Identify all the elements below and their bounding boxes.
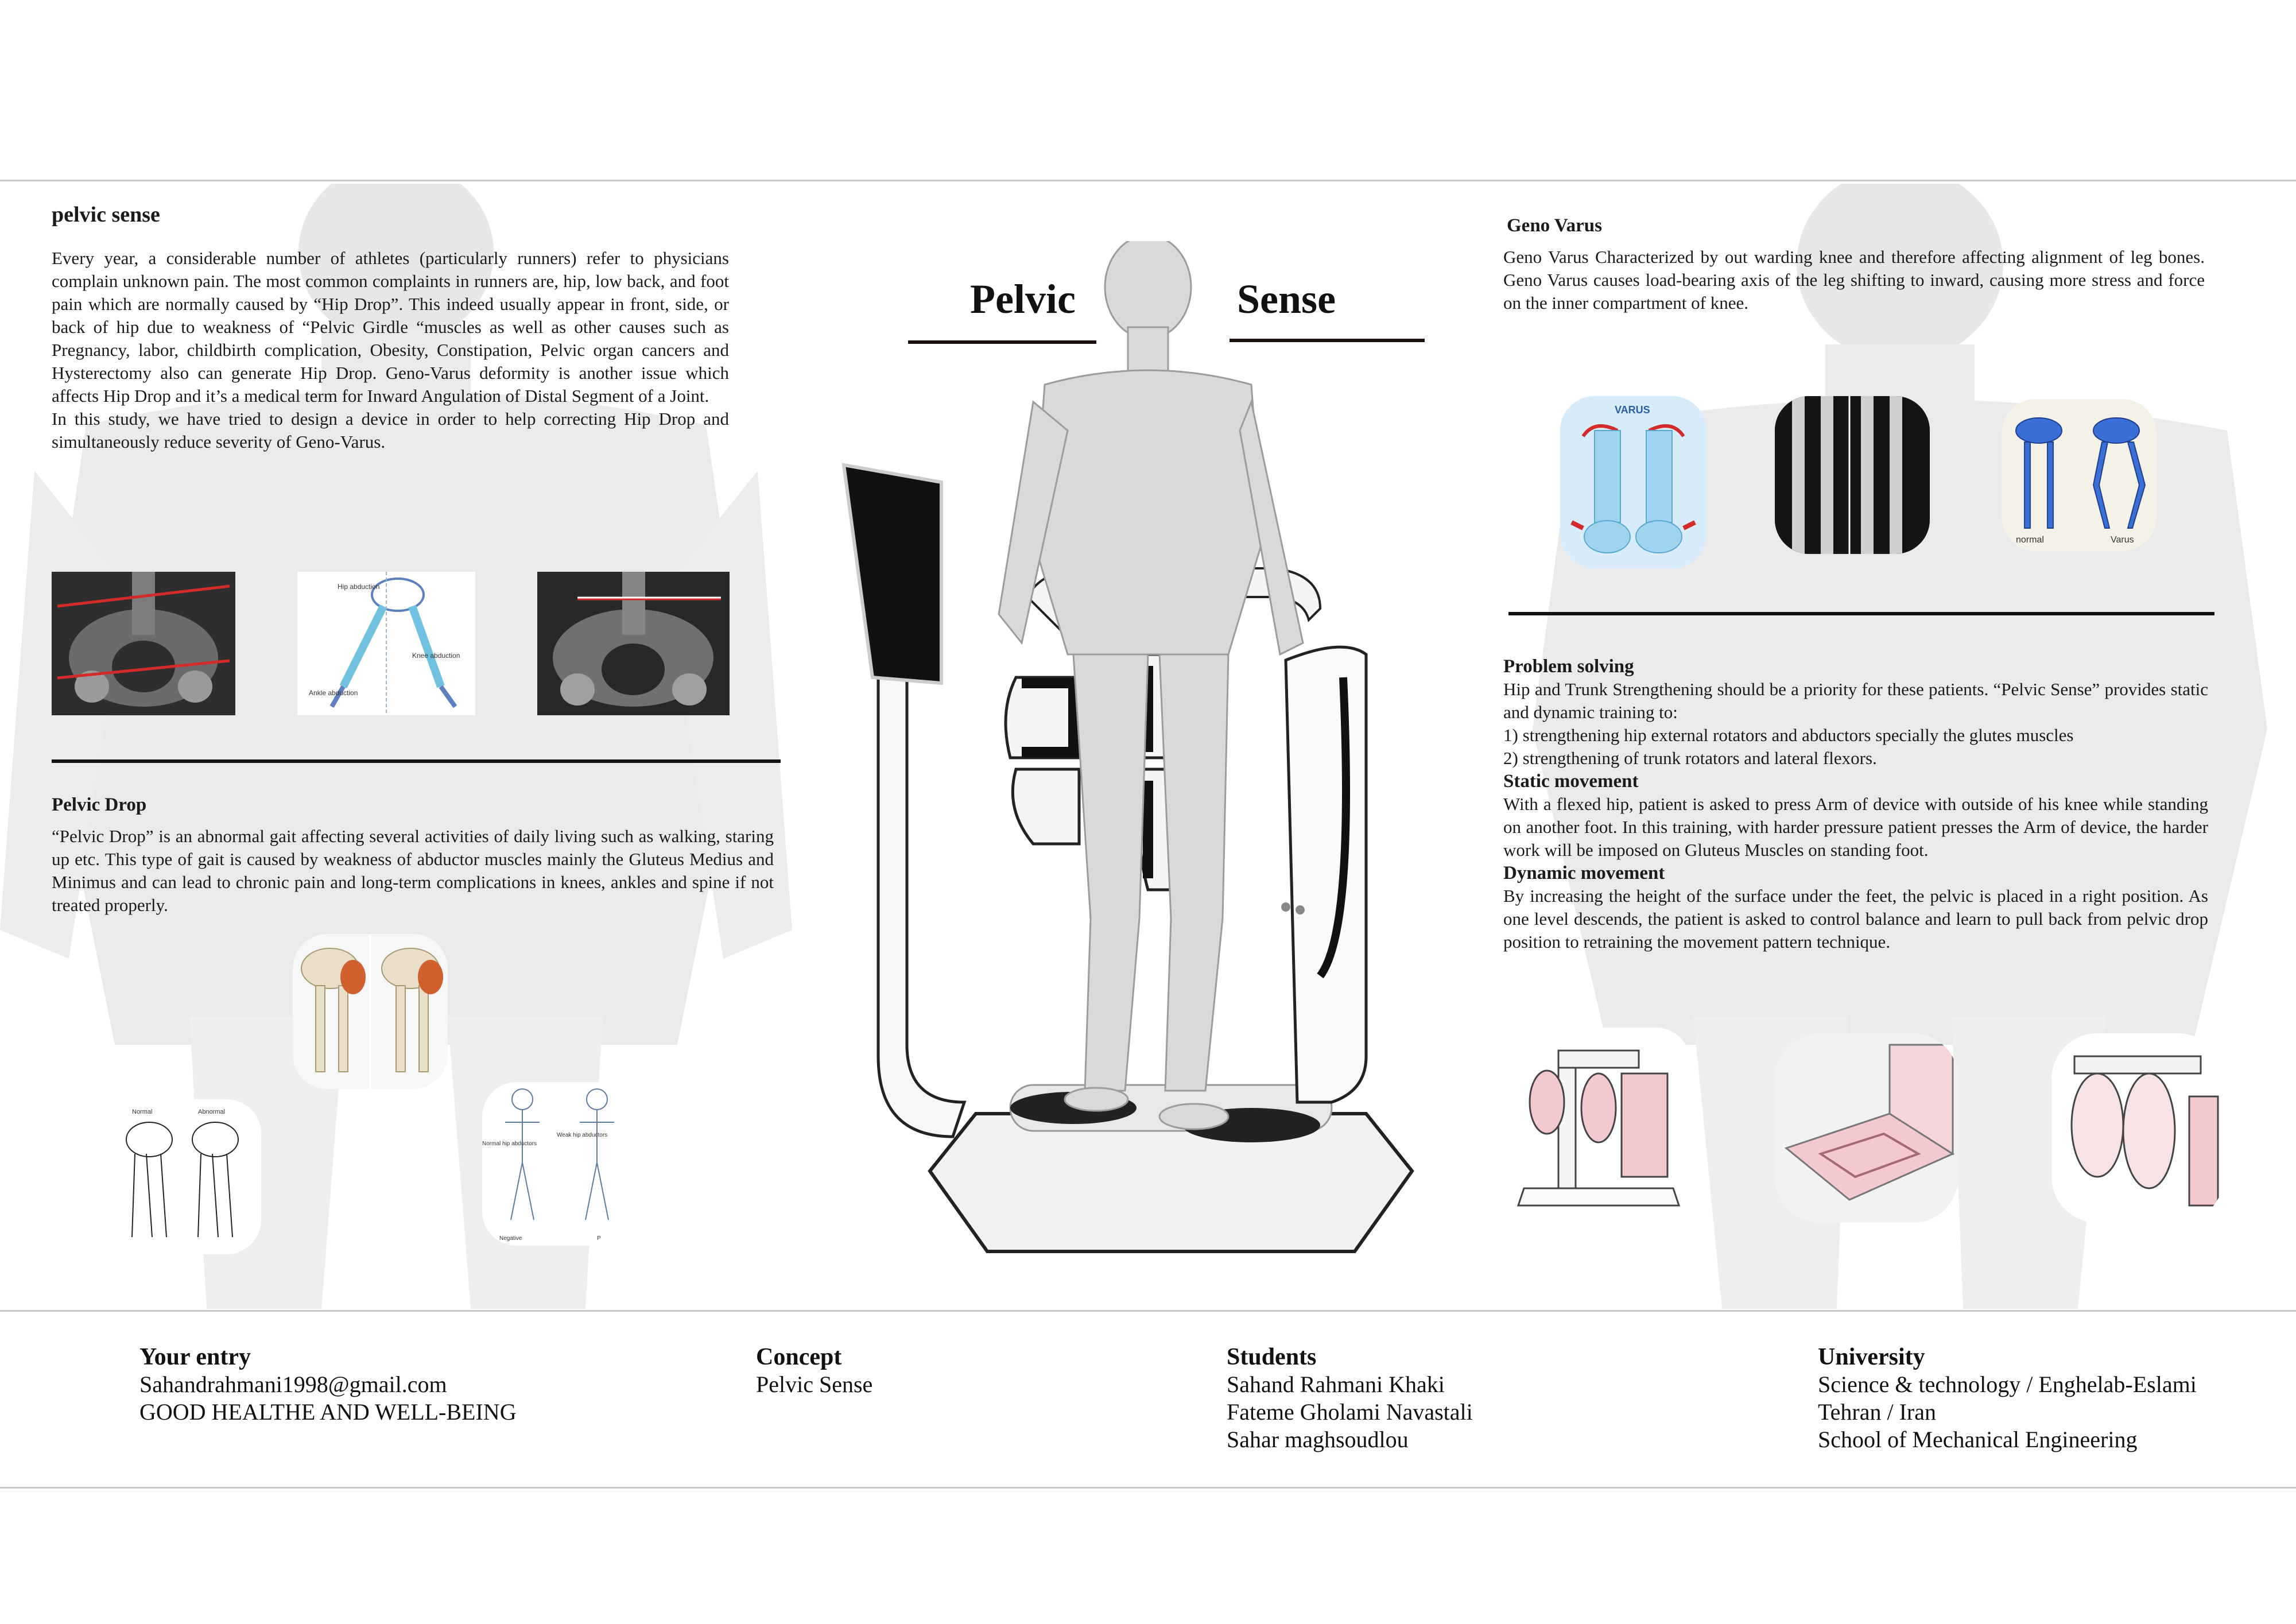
problem-item-1: 1) strengthening hip external rotators and abductors specially the glutes muscles	[1503, 725, 2074, 745]
footer-entry-goal: GOOD HEALTHE AND WELL-BEING	[139, 1399, 517, 1425]
hip-abduction-diagram	[297, 572, 475, 715]
intro-text-2: In this study, we have tried to design a device in order to help correcting Hip Drop and simultaneously reduce severity of Geno-Varus.	[52, 409, 729, 452]
content-bottom-rule	[0, 1310, 2296, 1312]
footer-university-2: Tehran / Iran	[1818, 1399, 1936, 1425]
footer-student-2: Fateme Gholami Navastali	[1227, 1399, 1473, 1425]
footer-bottom-rule	[0, 1487, 2296, 1489]
label-hip-abduction: Hip abduction	[338, 583, 380, 591]
title-pelvic: Pelvic	[970, 276, 1076, 322]
dynamic-movement-text: By increasing the height of the surface under the feet, the pelvic is placed in a right position. As one level descends, the patient is asked to control balance and learn to pull back from pelvic drop position to retraining the movement pattern technique.	[1503, 886, 2208, 952]
label-knee-abduction: Knee abduction	[412, 652, 460, 660]
footer-students	[1227, 1343, 1473, 1454]
problem-solving-text: Hip and Trunk Strengthening should be a priority for these patients. “Pelvic Sense” provides static and dynamic training to:	[1503, 679, 2208, 722]
footer-concept-heading: Concept	[756, 1344, 842, 1370]
section-heading-pelvic-sense: pelvic sense	[52, 203, 160, 227]
gait-normal-abnormal-image	[112, 1099, 261, 1254]
label-varus: VARUS	[1615, 404, 1650, 416]
intro-paragraph	[52, 247, 729, 454]
problem-solving-heading: Problem solving	[1503, 656, 1634, 677]
label-abnormal: Abnormal	[198, 1108, 226, 1115]
geno-varus-heading: Geno Varus	[1507, 215, 1602, 236]
top-border-rule	[0, 180, 2296, 181]
footer-students-heading: Students	[1227, 1344, 1317, 1370]
geno-varus-text: Geno Varus Characterized by out warding knee and therefore affecting alignment of leg bones. Geno Varus causes load-bearing axis of the leg shifting to inward, causing more stress and force on the inner compartment of knee.	[1503, 247, 2205, 313]
label-ankle-abduction: Ankle abduction	[309, 689, 358, 697]
footer-university-heading: University	[1818, 1344, 1925, 1370]
pelvis-xray-image-1	[52, 572, 235, 715]
footer-entry-heading: Your entry	[139, 1344, 251, 1370]
footer-entry	[139, 1343, 517, 1426]
device-render-pink-2	[1775, 1033, 1958, 1223]
leg-xray-image	[1775, 396, 1930, 554]
varus-legs-diagram	[1560, 396, 1707, 568]
normal-varus-skeleton-image	[2002, 399, 2157, 551]
device-render-pink-3	[2051, 1033, 2224, 1223]
static-movement-heading: Static movement	[1503, 771, 1639, 792]
footer-student-3: Sahar maghsoudlou	[1227, 1427, 1409, 1452]
weak-hip-abductors-image	[482, 1082, 637, 1246]
problem-solving-section	[1503, 655, 2208, 954]
footer-concept	[756, 1343, 872, 1398]
footer-university-3: School of Mechanical Engineering	[1818, 1427, 2138, 1452]
problem-item-2: 2) strengthening of trunk rotators and lateral flexors.	[1503, 748, 1877, 768]
title-sense: Sense	[1237, 276, 1336, 322]
pelvic-drop-heading: Pelvic Drop	[52, 794, 147, 815]
static-movement-text: With a flexed hip, patient is asked to press Arm of device with outside of his knee while standing on another foot. In this training, with harder pressure patient presses the Arm of device, the harder work will be imposed on Gluteus Muscles on standing foot.	[1503, 794, 2208, 860]
footer-university-1: Science & technology / Enghelab-Eslami	[1818, 1371, 2197, 1397]
left-divider-line	[52, 759, 781, 763]
pelvic-drop-text: “Pelvic Drop” is an abnormal gait affecting several activities of daily living such as walking, staring up etc. This type of gait is caused by weakness of abductor muscles mainly the Gluteus Medius and Minimus and can lead to chronic pain and long-term complications in knees, ankles and spine if not treated properly.	[52, 826, 774, 915]
pelvic-sense-device-illustration	[827, 241, 1458, 1263]
footer-concept-value: Pelvic Sense	[756, 1371, 873, 1397]
gluteus-skeleton-image	[293, 934, 448, 1089]
intro-text-1: Every year, a considerable number of athletes (particularly runners) refer to physicians complain unknown pain. The most common complaints in runners are, hip, low back, and foot pain which are normally caused by “Hip Drop”. This indeed usually appear in front, side, or back of hip due to weakness of “Pelvic Girdle “muscles as well as other causes such as Pregnancy, labor, childbirth complication, Obesity, Constipation, Pelvic organ cancers and Hysterectomy also can generate Hip Drop. Geno-Varus deformity is another issue which affects Hip Drop and it’s a medical term for Inward Angulation of Distal Segment of a Joint.	[52, 248, 729, 406]
pelvis-xray-image-2	[537, 572, 730, 715]
label-varus-legs: Varus	[2111, 535, 2134, 545]
device-render-pink-1	[1507, 1028, 1690, 1217]
footer-university	[1818, 1343, 2197, 1454]
footer-entry-email: Sahandrahmani1998@gmail.com	[139, 1371, 447, 1397]
footer-student-1: Sahand Rahmani Khaki	[1227, 1371, 1445, 1397]
label-normal-hip: Normal hip abductors	[482, 1141, 537, 1147]
label-weak-hip: Weak hip abductors	[557, 1132, 608, 1138]
dynamic-movement-heading: Dynamic movement	[1503, 863, 1665, 883]
right-divider-line	[1508, 612, 2214, 615]
label-normal-legs: normal	[2016, 535, 2044, 545]
label-normal: Normal	[132, 1108, 153, 1115]
label-negative: Negative	[499, 1235, 522, 1242]
label-positive: P	[597, 1235, 601, 1242]
